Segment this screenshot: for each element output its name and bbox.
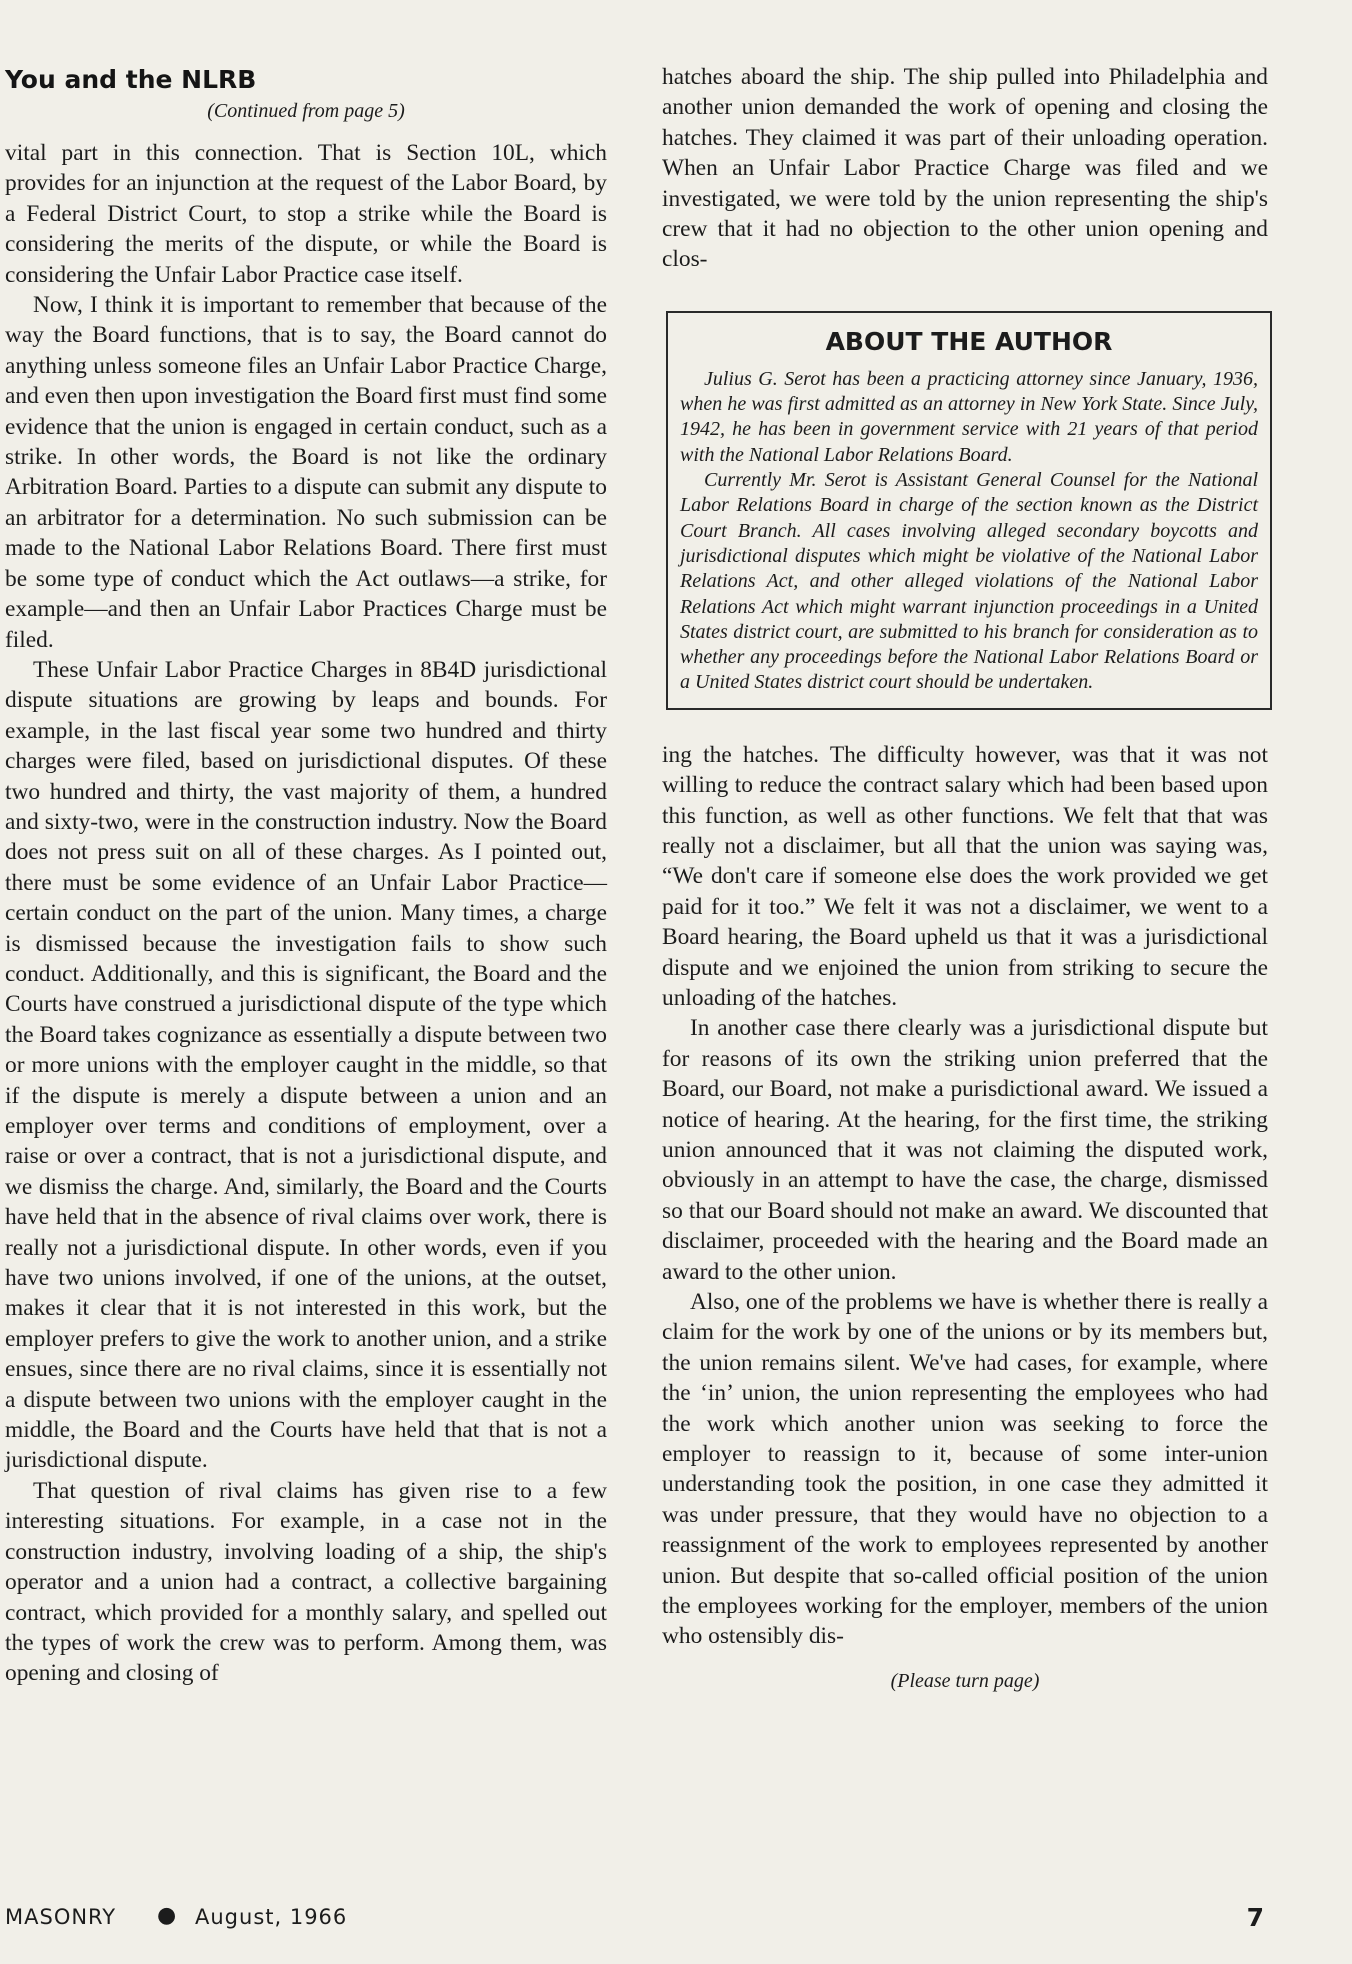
body-paragraph: Now, I think it is important to remember that because of the way the Board functions, that is to say, the Board cannot do anything unless someone files an Unfair Labor Practice Charge, and even then upon investigation the Board first must find some evidence that the union is engaged in certain conduct, such as a strike. In other words, the Board is not like the ordinary Arbitration Board. Parties to a dispute can submit any dispute to an arbitrator for a determination. No such submission can be made to the National Labor Relations Board. There first must be some type of conduct which the Act outlaws—a strike, for example—and then an Unfair Labor Practices Charge must be filed. xyxy=(5,292,607,653)
right-column xyxy=(662,62,1268,1694)
author-bio-paragraph: Julius G. Serot has been a practicing attorney since January, 1936, when he was first admitted as an attorney in New York State. Since July, 1942, he has been in government service with 21 years of that period with the National Labor Relations Board. xyxy=(680,367,1258,466)
body-paragraph: ing the hatches. The difficulty however, was that it was not willing to reduce the contract salary which had been based upon this function, as well as other functions. We felt that that was really not a disclaimer, but all that the union was saying was, “We don't care if someone else does the work provided we get paid for it too.” We felt it was not a disclaimer, we went to a Board hearing, the Board upheld us that it was a jurisdictional dispute and we enjoined the union from striking to secure the unloading of the hatches. xyxy=(662,741,1268,1011)
left-column xyxy=(5,62,607,1689)
body-paragraph: vital part in this connection. That is Section 10L, which provides for an injunction at the request of the Labor Board, by a Federal District Court, to stop a strike while the Board is considering the merits of the dispute, or while the Board is considering the Unfair Labor Practice case itself. xyxy=(5,140,607,288)
page-footer xyxy=(5,1905,1265,1935)
article-title: You and the NLRB xyxy=(5,65,257,94)
author-bio-paragraph: Currently Mr. Serot is Assistant General Counsel for the National Labor Relations Board in charge of the section known as the District Court Branch. All cases involving alleged secondary boycotts and jurisdictional disputes which might be violative of the National Labor Relations Act, and other alleged violations of the National Labor Relations Act which might warrant injunction proceedings in a United States district court, are submitted to his branch for consideration as to whether any proceedings before the National Labor Relations Board or a United States district court should be undertaken. xyxy=(680,469,1258,694)
turn-page-note: (Please turn page) xyxy=(890,1669,1040,1692)
body-paragraph: hatches aboard the ship. The ship pulled into Philadelphia and another union demanded the work of opening and closing the hatches. They claimed it was part of their unloading operation. When an Unfair Labor Practice Charge was filed and we investigated, we were told by the union representing the ship's crew that it had no objection to the other union opening and clos- xyxy=(662,64,1268,273)
issue-date: August, 1966 xyxy=(195,1905,348,1929)
body-paragraph: These Unfair Labor Practice Charges in 8B4D jurisdictional dispute situations are growing by leaps and bounds. For example, in the last fiscal year some two hundred and thirty charges were filed, based on jurisdictional disputes. Of these two hundred and thirty, the vast majority of them, a hundred and sixty-two, were in the construction industry. Now the Board does not press suit on all of these charges. As I pointed out, there must be some evidence of an Unfair Labor Practice—certain conduct on the part of the union. Many times, a charge is dismissed because the investigation fails to show such conduct. Additionally, and this is significant, the Board and the Courts have construed a jurisdictional dispute of the type which the Board takes cognizance as essentially a dispute between two or more unions with the employer caught in the middle, so that if the dispute is merely a dispute between a union and an employer over terms and conditions of employment, over a raise or over a contract, that is not a jurisdictional dispute, and we dismiss the charge. And, similarly, the Board and the Courts have held that in the absence of rival claims over work, there is really not a jurisdictional dispute. In other words, even if you have two unions involved, if one of the unions, at the outset, makes it clear that it is not interested in this work, but the employer prefers to give the work to another union, and a strike ensues, since there are no rival claims, since it is essentially not a dispute between two unions with the employer caught in the middle, the Board and the Courts have held that that is not a jurisdictional dispute. xyxy=(5,656,607,1474)
body-paragraph: Also, one of the problems we have is whether there is really a claim for the work by one of the unions or by its members but, the union remains silent. We've had cases, for example, where the ‘in’ union, the union representing the employees who had the work which another union was seeking to force the employer to reassign to it, because of some inter-union understanding took the position, in one case they admitted it was under pressure, that they would have no objection to a reassignment of the work to employees represented by another union. But despite that so-called official position of the union the employees working for the employer, members of the union who ostensibly dis- xyxy=(662,1289,1268,1650)
body-paragraph: That question of rival claims has given rise to a few interesting situations. For example, in a case not in the construction industry, involving loading of a ship, the ship's operator and a union had a contract, a collective bargaining contract, which provided for a monthly salary, and spelled out the types of work the crew was to perform. Among them, was opening and closing of xyxy=(5,1477,607,1687)
magazine-name: MASONRY xyxy=(5,1905,117,1929)
continued-note: (Continued from page 5) xyxy=(207,100,405,122)
author-box-heading: ABOUT THE AUTHOR xyxy=(825,326,1113,356)
about-the-author-box xyxy=(666,311,1272,710)
body-paragraph: In another case there clearly was a jurisdictional dispute but for reasons of its own the striking union preferred that the Board, our Board, not make a purisdictional award. We issued a notice of hearing. At the hearing, for the first time, the striking union announced that it was not claiming the disputed work, obviously in an attempt to have the case, the charge, dismissed so that our Board should not make an award. We discounted that disclaimer, proceeded with the hearing and the Board made an award to the other union. xyxy=(662,1015,1268,1285)
page-number: 7 xyxy=(1246,1903,1265,1932)
bullet-separator-icon: ● xyxy=(157,1903,178,1928)
